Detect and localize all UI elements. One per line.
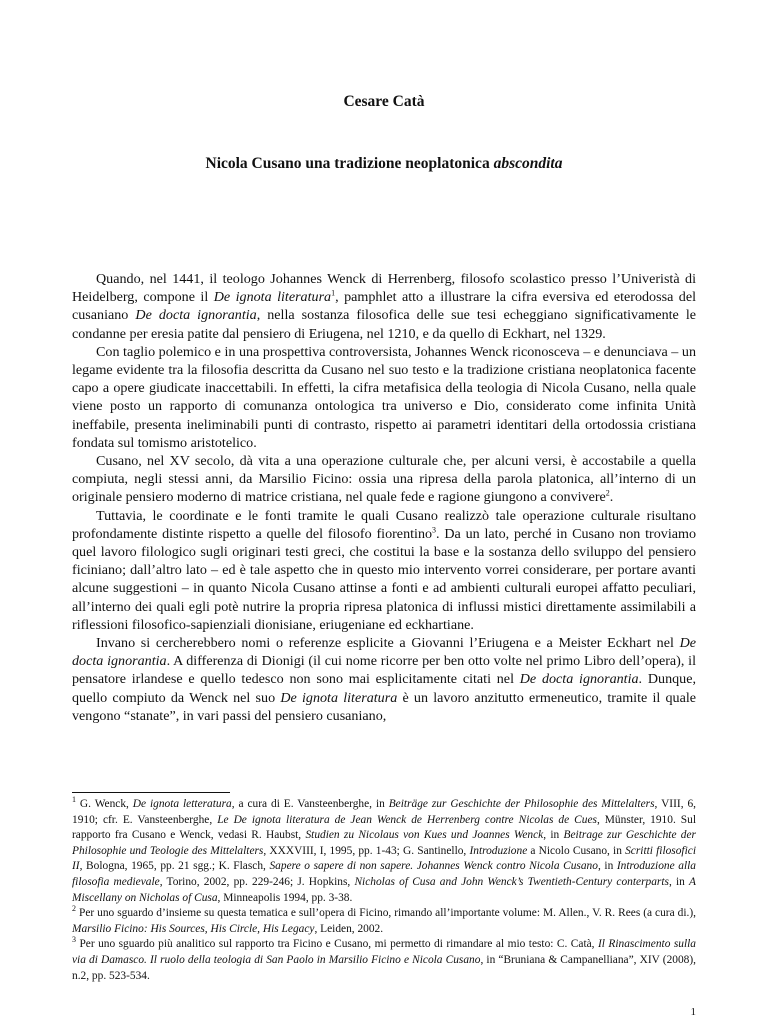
text-run: Invano si cercherebbero nomi o referenze esplicite a Giovanni l’Eriugena e a Meister Eckhart nel (96, 635, 680, 652)
text-run: G. Wenck, (76, 798, 133, 810)
italic-text: Il Rinascimento sulla via di Damasco. Il ruolo della teologia di San Paolo in Marsilio Ficino e Nicola Cusano (72, 938, 697, 966)
italic-text: Introduzione alla filosofia medievale (72, 860, 696, 888)
italic-text: Beitrage zur Geschichte der Philosophie und Teologie des Mittelalters (72, 829, 696, 857)
footnote-marker: 3 (72, 935, 76, 945)
text-run: è un lavoro anzitutto ermeneutico, tramite il quale vengono “stanate”, in vari passi del pensiero cusaniano, (72, 689, 697, 724)
text-run: . (609, 489, 614, 506)
italic-text: De docta ignorantia (135, 307, 257, 324)
italic-text: De docta ignorantia (519, 671, 639, 688)
text-run: Con taglio polemico e in una prospettiva controversista, Johannes Wenck riconosceva – e denunciava – un legame evidente tra la filosofia descritta da Cusano nel suo testo e la tradizione cristiana neoplatonica facente capo a opere giudicate inaccettabili. In effetti, la cifra metafisica della teologia di Nicola Cusano, nella quale viene posto un rapporto di comunanza ontologica tra universo e Dio, considerato come infinita Unità ineffabile, presenta ineliminabili punti di contrasto, rispetto ai parametri identitari della ortodossia cristiana fondata sul tomismo aristotelico. (72, 343, 696, 451)
footnote (72, 906, 696, 937)
italic-text: De docta ignorantia (72, 635, 696, 670)
main-text (72, 270, 696, 725)
text-run: . Da un lato, perché in Cusano non troviamo quel lavoro filologico sugli originari testi greci, che costitui la base e la sostanza dello sviluppo del pensiero ficiniano; dall’altro lato – ed è tale aspetto che in questo mio intervento vorrei considerare, per portare avanti alcune suggestioni – in quanto Nicola Cusano attinse a fonti e ad ambienti culturali europei affatto peculiari, all’interno dei quali egli potè nutrire la propria ripresa platonica di influssi mistici direttamente assimilabili a riflessioni filosofico-sapienziali dionisiane, eriugeniane ed eckhartiane. (72, 525, 697, 633)
italic-text: Nicholas of Cusa and John Wenck’s Twentieth-Century conterparts (354, 875, 669, 888)
footnote-marker: 2 (605, 488, 610, 498)
italic-text: Studien zu Nicolaus von Kues und Joannes Wenck (305, 829, 544, 842)
text-run: , in (597, 860, 617, 873)
italic-text: Marsilio Ficino: His Sources, His Circle, His Legacy (72, 922, 315, 935)
italic-text: Introduzione (469, 844, 528, 857)
text-run: , Minneapolis 1994, pp. 3-38. (217, 891, 353, 904)
text-run: , Münster, 1910. Sul rapporto fra Cusano e Wenck, vedasi R. Haubst, (72, 813, 696, 842)
text-run: , in (543, 829, 564, 842)
title-main: Nicola Cusano una tradizione neoplatonica (205, 155, 494, 172)
text-run: . Dunque, quello compiuto da Wenck nel suo (72, 671, 696, 706)
text-run: , Leiden, 2002. (314, 922, 384, 935)
body-paragraph (72, 270, 696, 343)
footnotes (72, 797, 696, 984)
text-run: , Torino, 2002, pp. 229-246; J. Hopkins, (159, 875, 355, 888)
footnote-marker: 3 (432, 525, 437, 535)
text-run: a Nicolo Cusano, in (527, 844, 626, 857)
italic-text: Beiträge zur Geschichte der Philosophie des Mittelalters (388, 798, 655, 810)
document-title (0, 155, 768, 173)
footnote-marker: 1 (72, 795, 76, 805)
italic-text: A Miscellany on Nicholas of Cusa (72, 875, 696, 904)
footnote-marker: 2 (72, 904, 76, 914)
footnote (72, 797, 696, 906)
body-paragraph (72, 507, 696, 634)
italic-text: De ignota literatura (280, 689, 398, 706)
body-paragraph (72, 343, 696, 452)
author-name: Cesare Catà (343, 93, 425, 110)
page-number: 1 (690, 1006, 696, 1018)
text-run: , nella sostanza filosofica delle sue tesi echeggiano significativamente le condanne per eresia patite dal pensiero di Eriugena, nel 1210, e da quello di Eckhart, nel 1329. (72, 307, 696, 342)
text-run: Per uno sguardo d’insieme su questa tematica e sull’opera di Ficino, rimando all’importante volume: M. Allen., V. R. Rees (a cura di.), (76, 907, 696, 920)
text-run: , VIII, 6, 1910; cfr. E. Vansteenberghe, (72, 798, 696, 826)
text-run: Quando, nel 1441, il teologo Johannes Wenck di Herrenberg, filosofo scolastico presso l’Univeristà di Heidelberg, compone il (72, 271, 696, 306)
text-run: , in “Bruniana & Campanelliana”, XIV (2008), n.2, pp. 523-534. (72, 953, 697, 982)
text-run: , Bologna, 1965, pp. 21 sgg.; K. Flasch, (79, 860, 270, 873)
italic-text: De ignota letteratura (132, 798, 232, 810)
text-run: , pamphlet atto a illustrare la cifra eversiva ed eterodossa del cusaniano (72, 289, 696, 324)
text-run: , XXXVIII, I, 1995, pp. 1-43; G. Santinello, (263, 844, 470, 857)
italic-text: Le De ignota literatura de Jean Wenck de Herrenberg contre Nicolas de Cues (217, 813, 597, 826)
text-run: Tuttavia, le coordinate e le fonti tramite le quali Cusano realizzò tale operazione culturale risultano profondamente distinte rispetto a quelle del filosofo fiorentino (72, 507, 696, 542)
title-italic: abscondita (493, 155, 563, 172)
italic-text: Sapere o sapere di non sapere. Johannes Wenck contro Nicola Cusano (269, 860, 598, 873)
footnote (72, 937, 696, 984)
text-run: , in (668, 875, 690, 888)
footnote-marker: 1 (331, 288, 336, 298)
italic-text: Scritti filosofici II (72, 844, 696, 873)
text-run: Cusano, nel XV secolo, dà vita a una operazione culturale che, per alcuni versi, è accostabile a quella compiuta, negli stessi anni, da Marsilio Ficino: ossia una ripresa della parola platonica, all’interno di un originale pensiero moderno di matrice cristiana, nel quale fede e ragione giungono a convivere (72, 453, 696, 506)
text-run: , a cura di E. Vansteenberghe, in (231, 798, 389, 810)
footnote-separator (72, 792, 230, 793)
italic-text: De ignota literatura (213, 289, 332, 306)
body-paragraph (72, 452, 696, 507)
body-paragraph (72, 634, 696, 725)
text-run: . A differenza di Dionigi (il cui nome ricorre per ben otto volte nel primo Libro dell’opera), il pensatore irlandese e quello tedesco non sono mai esplicitamente citati nel (72, 653, 696, 688)
text-run: Per uno sguardo più analitico sul rapporto tra Ficino e Cusano, mi permetto di rimandare al mio testo: C. Catà, (76, 938, 598, 951)
